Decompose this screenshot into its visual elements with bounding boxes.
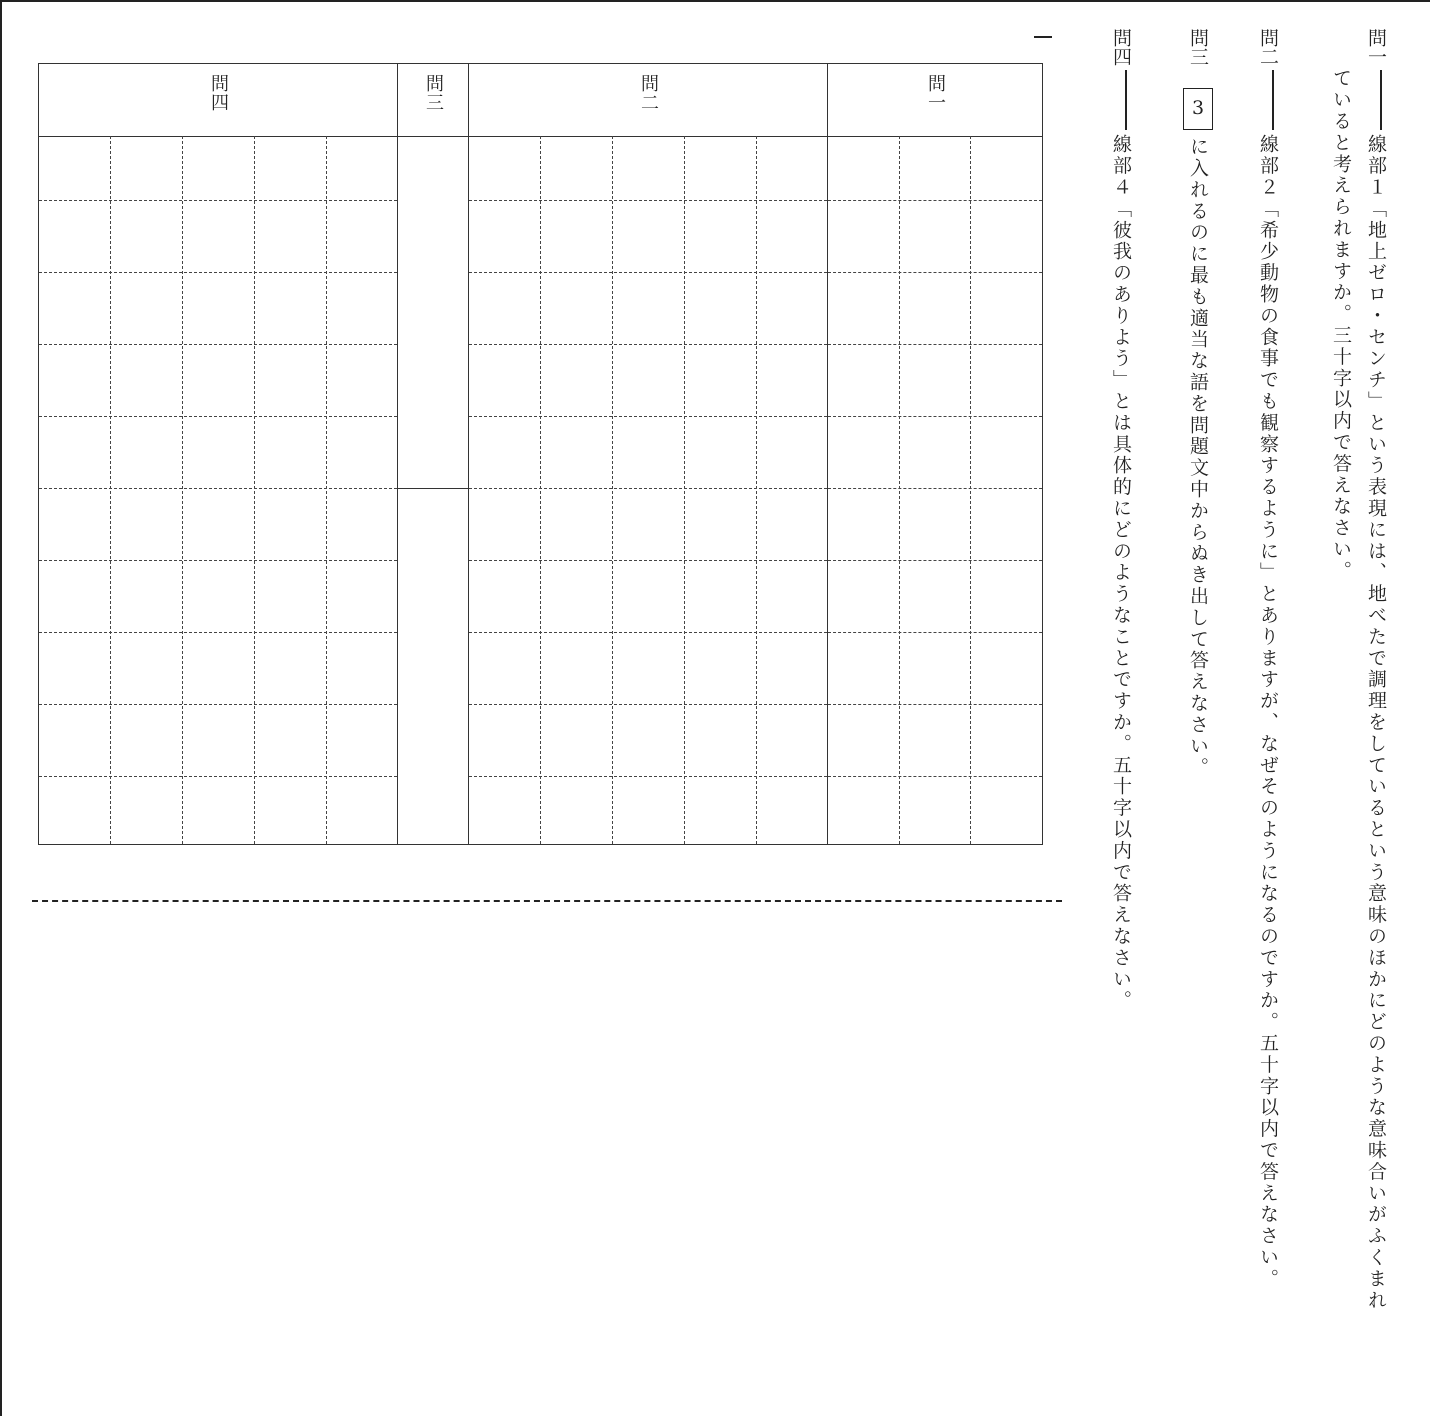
- question-4-number: 問四: [1110, 28, 1132, 66]
- answer-section-4-label: 問四: [208, 74, 229, 112]
- answer-grid-4[interactable]: [39, 136, 397, 844]
- answer-section-1-label: 問一: [925, 74, 946, 112]
- question-2-text: 線部２「希少動物の食事でも観察するように」とありますが、なぜそのようになるのですか。五十字以内で答えなさい。: [1257, 134, 1279, 1290]
- blank-box: 3: [1183, 88, 1213, 130]
- answer-section-3: [397, 63, 469, 845]
- answer-section-1: [827, 63, 1043, 845]
- question-1-text: 線部１「地上ゼロ・センチ」という表現には、地べたで調理をしているという意味のほかにどのような意味合いがふくまれ: [1365, 134, 1387, 1311]
- answer-grid-1[interactable]: [828, 136, 1042, 844]
- answer-section-2: [468, 63, 828, 845]
- answer-section-2-header: [469, 64, 827, 137]
- answer-section-4-header: [39, 64, 397, 137]
- question-1-continuation: ていると考えられますか。三十字以内で答えなさい。: [1330, 68, 1352, 582]
- answer-section-3-label: 問三: [423, 74, 444, 112]
- question-1: [1365, 28, 1387, 1311]
- question-4: [1110, 28, 1132, 1011]
- question-4-text: 線部４「彼我のありよう」とは具体的にどのようなことですか。五十字以内で答えなさい。: [1110, 134, 1132, 1012]
- question-3-number: 問三: [1187, 28, 1209, 66]
- question-1-number: 問一: [1365, 28, 1387, 66]
- answer-section-3-header: [398, 64, 468, 137]
- question-3-text: に入れるのに最も適当な語を問題文中からぬき出して答えなさい。: [1187, 136, 1209, 779]
- answer-grid-3[interactable]: [398, 136, 468, 844]
- cut-line: [32, 900, 1062, 902]
- answer-section-2-label: 問二: [638, 74, 659, 112]
- question-3: [1183, 28, 1213, 778]
- answer-grid-2[interactable]: [469, 136, 827, 844]
- question-2: [1257, 28, 1279, 1290]
- answer-section-4: [38, 63, 398, 845]
- page-top-mark: [1034, 36, 1052, 38]
- answer-section-1-header: [828, 64, 1042, 137]
- underline-mark: [1125, 70, 1127, 130]
- underline-mark: [1272, 70, 1274, 130]
- question-2-number: 問二: [1257, 28, 1279, 66]
- underline-mark: [1380, 70, 1382, 130]
- answer-sheet: [38, 63, 1043, 847]
